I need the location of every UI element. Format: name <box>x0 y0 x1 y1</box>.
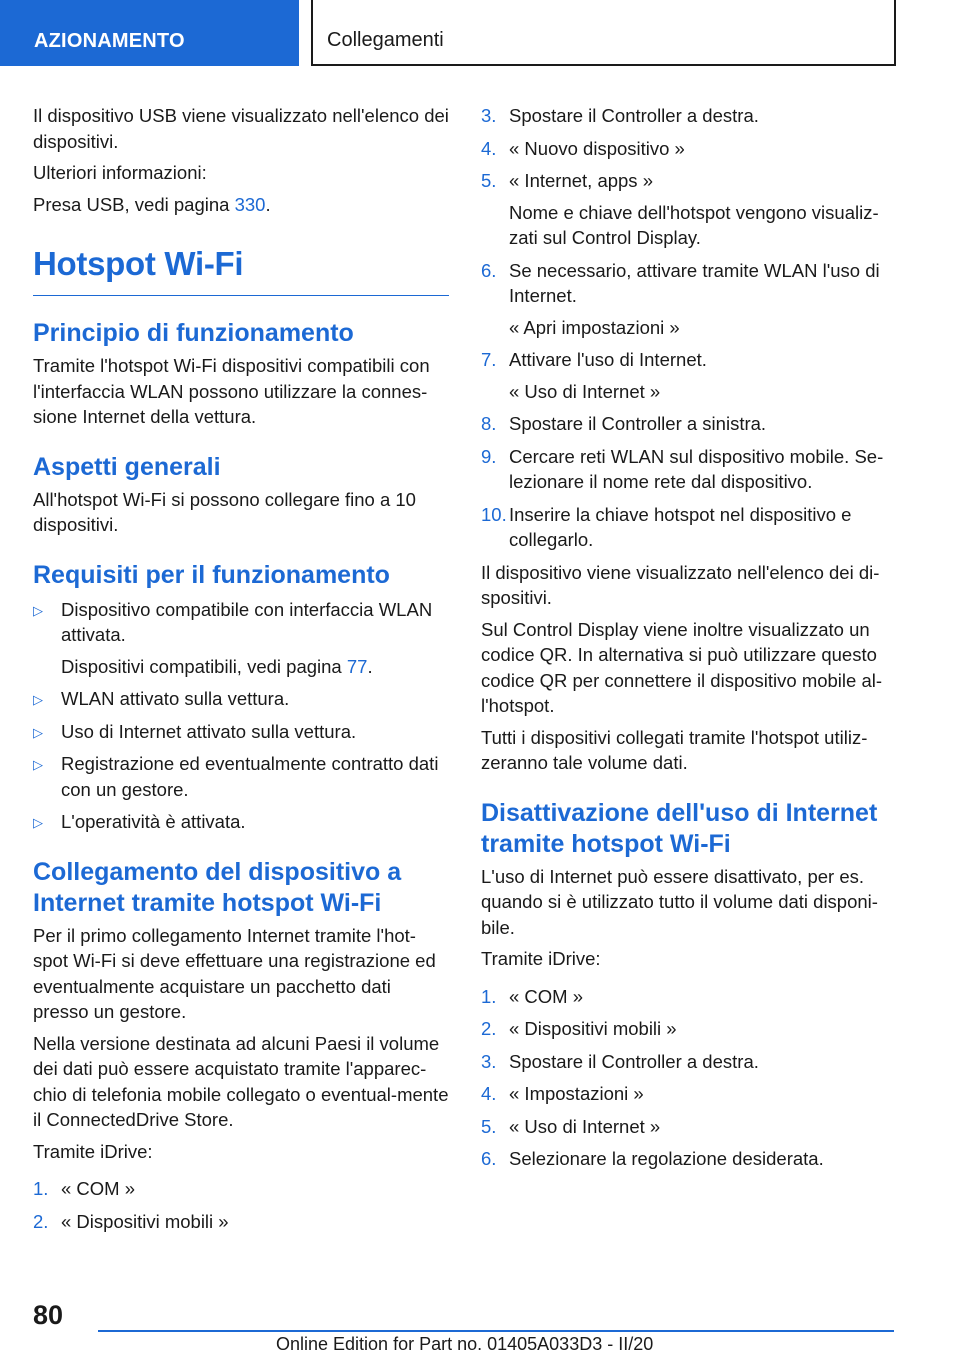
step-number: 1. <box>481 985 497 1007</box>
chapter-title: Collegamenti <box>311 0 896 66</box>
step-item <box>481 168 897 251</box>
footer-divider <box>98 1330 894 1332</box>
heading-requisiti: Requisiti per il funzionamento <box>33 560 390 589</box>
step-text: « COM » <box>509 985 584 1007</box>
requisiti-list <box>33 597 449 835</box>
step-number: 5. <box>481 1115 497 1137</box>
result-paragraph-1: Il dispositivo viene visualizzato nell'elenco dei di‐spositivi. <box>481 561 880 608</box>
step-text: Selezionare la regolazione desiderata. <box>509 1148 824 1169</box>
step-item <box>33 1176 449 1202</box>
step-number: 3. <box>481 105 497 126</box>
step-number: 9. <box>481 445 497 467</box>
triangle-bullet-icon: ▷ <box>33 602 43 618</box>
step-number: 2. <box>33 1210 49 1232</box>
step-text: « Nuovo dispositivo » <box>509 137 685 159</box>
step-item <box>481 1146 897 1172</box>
step-item <box>481 1016 897 1042</box>
step-item <box>481 103 897 129</box>
disattivazione-steps <box>481 984 897 1172</box>
step-number: 4. <box>481 1083 497 1104</box>
step-text: « COM » <box>61 1178 136 1199</box>
disattivazione-paragraph-2: Tramite iDrive: <box>481 948 601 969</box>
collegamento-steps <box>33 1176 449 1234</box>
step-number: 4. <box>481 137 497 159</box>
list-item-subtext <box>61 654 449 680</box>
footer-edition: Online Edition for Part no. 01405A033D3 - II/20 <box>276 1334 654 1354</box>
step-text: Spostare il Controller a destra. <box>509 1050 759 1072</box>
step-subtext: Nome e chiave dell'hotspot vengono visualiz‐zati sul Control Display. <box>509 201 879 248</box>
list-item <box>33 751 449 802</box>
collegamento-paragraph-2: Nella versione destinata ad alcuni Paesi il volume dei dati può essere acquistato tramite l'apparec‐chio di telefonia mobile collegato o eventual‐mente il ConnectedDrive Store. <box>33 1032 449 1130</box>
step-item <box>481 502 897 553</box>
step-text: Attivare l'uso di Internet. <box>509 349 707 370</box>
triangle-bullet-icon: ▷ <box>33 724 43 740</box>
step-number: 10. <box>481 503 507 525</box>
triangle-bullet-icon: ▷ <box>33 757 43 772</box>
step-text: « Internet, apps » <box>509 170 653 191</box>
step-number: 2. <box>481 1018 497 1039</box>
page-link-77[interactable]: 77 <box>346 655 368 677</box>
intro-paragraph-3 <box>33 192 449 218</box>
page-ref-end: . <box>367 655 373 677</box>
step-text: « Dispositivi mobili » <box>509 1018 677 1039</box>
step-number: 7. <box>481 349 497 370</box>
list-item-text: Uso di Internet attivato sulla vettura. <box>61 720 357 742</box>
triangle-bullet-icon: ▷ <box>33 815 43 830</box>
section-tab: AZIONAMENTO <box>0 0 299 66</box>
page-number: 80 <box>33 1300 64 1330</box>
intro-paragraph-1: Il dispositivo USB viene visualizzato nell'elenco dei dispositivi. <box>33 105 449 152</box>
step-item <box>481 1114 897 1140</box>
step-number: 6. <box>481 1148 497 1169</box>
step-text: Inserire la chiave hotspot nel dispositivo e collegarlo. <box>509 503 852 550</box>
principio-text: Tramite l'hotspot Wi-Fi dispositivi compatibili con l'interfaccia WLAN possono utilizzare la connes‐sione Internet della vettura. <box>33 355 430 427</box>
list-item-text: WLAN attivato sulla vettura. <box>61 688 290 709</box>
heading-principio: Principio di funzionamento <box>33 319 354 347</box>
heading-disattivazione: Disattivazione dell'uso di Internet tramite hotspot Wi-Fi <box>481 798 878 858</box>
list-item <box>33 686 449 712</box>
list-item <box>33 597 449 680</box>
list-item <box>33 809 449 835</box>
right-column <box>481 103 897 1179</box>
step-item <box>481 1049 897 1075</box>
heading-collegamento: Collegamento del dispositivo a Internet tramite hotspot Wi-Fi <box>33 857 402 917</box>
step-item <box>481 136 897 162</box>
heading-aspetti: Aspetti generali <box>33 452 221 481</box>
step-number: 1. <box>33 1178 49 1199</box>
step-number: 5. <box>481 170 497 191</box>
page-header <box>0 0 960 66</box>
list-item-text: Registrazione ed eventualmente contratto dati con un gestore. <box>61 753 439 800</box>
continued-steps <box>481 103 897 553</box>
step-text: « Dispositivi mobili » <box>61 1210 229 1232</box>
step-item <box>481 347 897 404</box>
step-text: Se necessario, attivare tramite WLAN l'uso di Internet. <box>509 259 880 306</box>
page-link-330[interactable]: 330 <box>234 193 266 215</box>
result-paragraph-3: Tutti i dispositivi collegati tramite l'hotspot utiliz‐zeranno tale volume dati. <box>481 726 868 773</box>
step-text: « Uso di Internet » <box>509 1115 661 1137</box>
step-item <box>33 1209 449 1235</box>
page-ref-text: Dispositivi compatibili, vedi pagina <box>61 655 347 677</box>
aspetti-text: All'hotspot Wi-Fi si possono collegare fino a 10 dispositivi. <box>33 488 416 535</box>
main-heading: Hotspot Wi-Fi <box>33 245 449 296</box>
page-ref-text: Presa USB, vedi pagina <box>33 193 235 215</box>
collegamento-paragraph-3: Tramite iDrive: <box>33 1140 153 1162</box>
step-text: Spostare il Controller a destra. <box>509 105 759 126</box>
step-item <box>481 258 897 341</box>
step-number: 8. <box>481 413 497 434</box>
step-text: Cercare reti WLAN sul dispositivo mobile. Se‐lezionare il nome rete dal dispositivo. <box>509 445 884 492</box>
step-text: « Impostazioni » <box>509 1083 644 1104</box>
list-item-text: L'operatività è attivata. <box>61 811 246 832</box>
collegamento-paragraph-1: Per il primo collegamento Internet tramite l'hot‐spot Wi-Fi si deve effettuare una registrazione ed eventualmente acquistare un pacchetto dati presso un gestore. <box>33 924 436 1022</box>
triangle-bullet-icon: ▷ <box>33 692 43 707</box>
intro-paragraph-2: Ulteriori informazioni: <box>33 162 207 183</box>
result-paragraph-2: Sul Control Display viene inoltre visualizzato un codice QR. In alternativa si può utilizzare questo codice QR per connettere il dispositivo mobile al‐l'hotspot. <box>481 618 883 716</box>
step-text: Spostare il Controller a sinistra. <box>509 413 767 434</box>
step-number: 3. <box>481 1050 497 1072</box>
step-number: 6. <box>481 259 497 281</box>
left-column <box>33 103 449 1241</box>
step-item <box>481 444 897 495</box>
disattivazione-paragraph-1: L'uso di Internet può essere disattivato, per es. quando si è utilizzato tutto il volume dati disponi‐bile. <box>481 865 878 938</box>
list-item <box>33 719 449 745</box>
step-subtext: « Uso di Internet » <box>509 380 661 402</box>
page-ref-end: . <box>265 193 271 215</box>
step-subtext: « Apri impostazioni » <box>509 316 680 338</box>
list-item-text: Dispositivo compatibile con interfaccia WLAN attivata. <box>61 598 433 645</box>
step-item <box>481 984 897 1010</box>
step-item <box>481 1081 897 1107</box>
step-item <box>481 411 897 437</box>
